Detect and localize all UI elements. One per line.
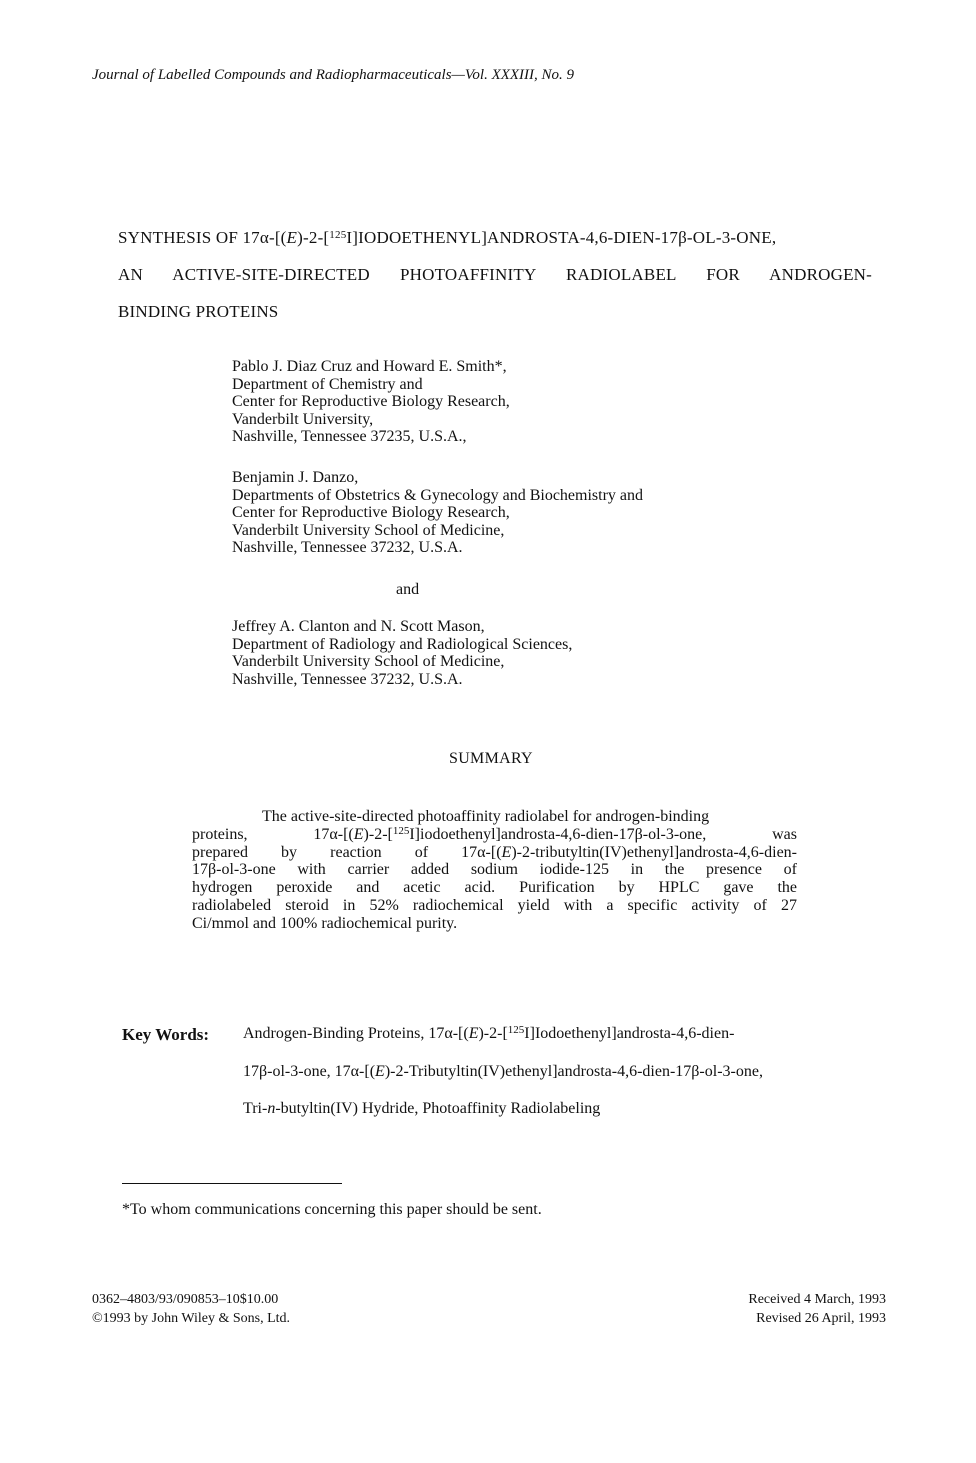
author-line: Vanderbilt University School of Medicine,	[232, 653, 505, 671]
keywords-line-2: 17β-ol-3-one, 17α-[(E)-2-Tributyltin(IV)ethenyl]androsta-4,6-dien-17β-ol-3-one,	[243, 1063, 763, 1080]
keywords-line-3: Tri-n-butyltin(IV) Hydride, Photoaffinity Radiolabeling	[243, 1100, 601, 1117]
keywords-label: Key Words:	[122, 1025, 210, 1044]
summary-line: proteins, 17α-[(E)-2-[$^{125}$I]iodoethenyl]androsta-4,6-dien-17β-ol-3-one, was	[192, 824, 797, 843]
summary-heading: SUMMARY	[449, 750, 533, 767]
footer-left	[92, 1290, 290, 1328]
title-line-1: SYNTHESIS OF 17α-[(E)-2-[$^{125}$I]IODOETHENYL]ANDROSTA-4,6-DIEN-17β-OL-3-ONE,	[118, 228, 777, 247]
journal-header: Journal of Labelled Compounds and Radiopharmaceuticals—Vol. XXXIII, No. 9	[92, 67, 575, 83]
summary-line: hydrogen peroxide and acetic acid. Purification by HPLC gave the	[192, 879, 797, 897]
author-line: Nashville, Tennessee 37232, U.S.A.	[232, 539, 463, 557]
author-line: Vanderbilt University,	[232, 410, 374, 428]
summary-line: prepared by reaction of 17α-[(E)-2-tributyltin(IV)ethenyl]androsta-4,6-dien-	[192, 843, 797, 861]
author-line: Center for Reproductive Biology Research,	[232, 504, 510, 522]
author-group-2	[232, 469, 643, 557]
article-code: 0362–4803/93/090853–10$10.00	[92, 1292, 279, 1307]
revised-date: Revised 26 April, 1993	[756, 1311, 886, 1326]
author-line: Vanderbilt University School of Medicine,	[232, 521, 505, 539]
footnote: *To whom communications concerning this paper should be sent.	[122, 1201, 542, 1218]
summary-line: The active-site-directed photoaffinity radiolabel for androgen-binding	[262, 808, 710, 825]
author-group-3	[232, 618, 572, 688]
author-line: Center for Reproductive Biology Research,	[232, 393, 510, 411]
summary-line: 17β-ol-3-one with carrier added sodium iodide-125 in the presence of	[192, 861, 797, 879]
author-line: Departments of Obstetrics & Gynecology and Biochemistry and	[232, 486, 644, 504]
summary-line: radiolabeled steroid in 52% radiochemical yield with a specific activity of 27	[192, 896, 797, 914]
author-line: Department of Chemistry and	[232, 375, 423, 393]
summary-text	[192, 808, 797, 933]
author-group-1	[232, 358, 510, 446]
author-line: Nashville, Tennessee 37235, U.S.A.,	[232, 428, 467, 446]
summary-line: Ci/mmol and 100% radiochemical purity.	[192, 914, 458, 932]
title-line-2: AN ACTIVE-SITE-DIRECTED PHOTOAFFINITY RADIOLABEL FOR ANDROGEN-	[118, 265, 872, 284]
keywords-line-1: Androgen-Binding Proteins, 17α-[(E)-2-[$^{125}$I]Iodoethenyl]androsta-4,6-dien-	[243, 1024, 735, 1042]
author-line: Benjamin J. Danzo,	[232, 469, 359, 486]
author-line: Pablo J. Diaz Cruz and Howard E. Smith*,	[232, 358, 507, 375]
and-separator: and	[396, 581, 420, 598]
title-line-3: BINDING PROTEINS	[118, 302, 279, 321]
author-line: Jeffrey A. Clanton and N. Scott Mason,	[232, 618, 485, 635]
author-line: Department of Radiology and Radiological Sciences,	[232, 635, 573, 653]
footer-right	[708, 1290, 886, 1328]
footnote-rule	[122, 1183, 342, 1184]
received-date: Received 4 March, 1993	[748, 1292, 886, 1307]
copyright: ©1993 by John Wiley & Sons, Ltd.	[92, 1311, 291, 1326]
author-line: Nashville, Tennessee 37232, U.S.A.	[232, 670, 463, 688]
